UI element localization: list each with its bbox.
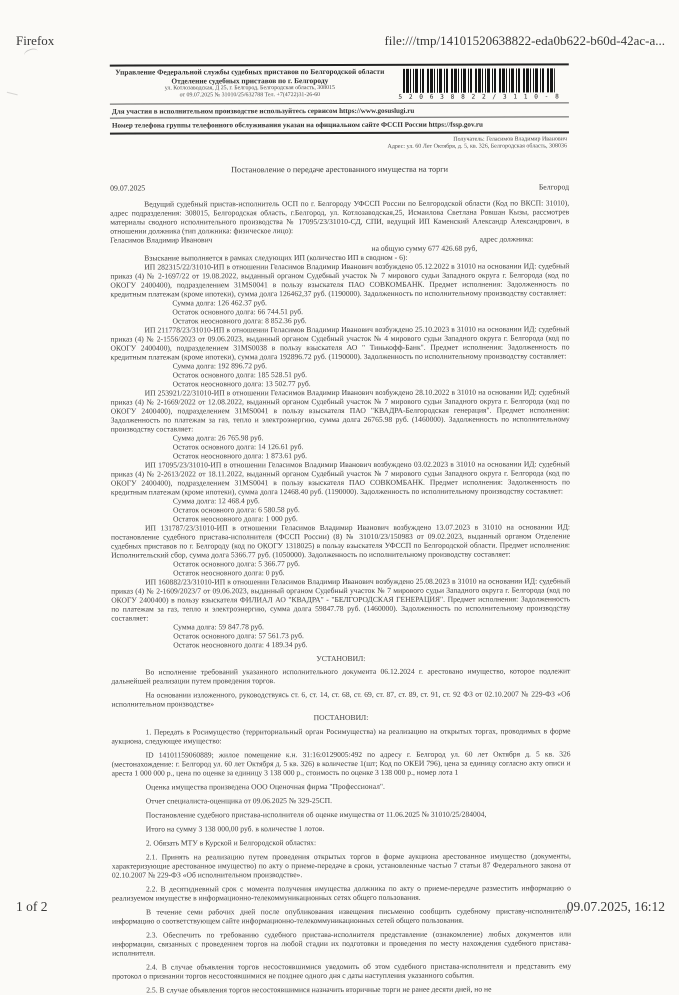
doc-paragraph: на общую сумму 677 426.68 руб, (371, 244, 478, 254)
page-indicator: 1 of 2 (16, 899, 48, 914)
doc-paragraph: ИП 211778/23/31010-ИП в отношении Геласимов Владимир Иванович возбуждено 25.10.2023 в 31010 на основании ИД: судебный приказ (4) № 2-1556/2023 от 09.06.2023, выданный органом Судебный участок № 4 мирового судьи Западного округа г. Белгорода (код по ОКОГУ 2400400), подразделением 31MS0038 в пользу взыскателя АО " Тинькофф-Банк". Предмет исполнения: Задолженность по кредитным платежам (кроме ипотеки), сумма долга 192896.72 руб. (1190000). Задолженность по исполнительному производству составляет: (110, 324, 570, 363)
doc-paragraph: Сумма долга: 12 468.4 руб. (172, 496, 260, 506)
debtor-name: Геласимов Владимир Иванович (110, 235, 213, 246)
org-name-line1: Управление Федеральной службы судебных приставов по Белгородской области (115, 66, 385, 77)
doc-paragraph: Остаток неосновного долга: 1 873.61 руб. (172, 451, 308, 461)
doc-title: Постановление о передаче арестованного имущества на торги (231, 165, 448, 175)
doc-paragraph: В течение семи рабочих дней после опубликования извещения письменно сообщить судебному приставу-исполнителю информацию о соответствующем сайте информационно-телекоммуникационных сетей общего пользования. (112, 906, 572, 927)
letterhead-org-block (110, 68, 390, 102)
doc-paragraph: Остаток основного долга: 5 366.77 руб. (173, 559, 300, 569)
barcode-block (390, 67, 569, 100)
doc-ref-number: от 09.07.2025 № 31010/25/632788 Тел. +7(4722)31-26-60 (179, 92, 321, 99)
doc-paragraph: Отчет специалиста-оценщика от 09.06.2025 № 329-25СП. (145, 796, 332, 806)
doc-paragraph: Остаток основного долга: 14 126.61 руб. (172, 442, 304, 452)
recipient-block (110, 136, 569, 152)
recipient-name: Получатель: Геласимов Владимир Иванович (453, 136, 567, 143)
org-address: ул. Котлозаводская, Д 25, г. Белгород, Белгородская область, 308015 (164, 85, 335, 92)
print-header-url: file:///tmp/14101520638822-eda0b622-b60d-42ac-a... (384, 33, 665, 48)
doc-city: Белгород (538, 182, 570, 192)
phone-note: Номер телефона группы телефонного обслуживания указан на официальном сайте ФССП России https://fssp.gov.ru (110, 117, 569, 133)
doc-paragraph: Сумма долга: 126 462.37 руб. (172, 298, 267, 308)
doc-paragraph: На основании изложенного, руководствуясь ст. 6, ст. 14, ст. 68, ст. 69, ст. 87, ст. 89, ст. 91, ст. 92 ФЗ от 02.10.2007 № 229-ФЗ «Об исполнительном производстве» (111, 689, 571, 710)
doc-paragraph: ИП 282315/22/31010-ИП в отношении Геласимов Владимир Иванович возбуждено 05.12.2022 в 31010 на основании ИД: судебный приказ (4) № 2-1697/22 от 19.08.2022, выданный органом Судебный участок № 7 мирового судьи Западного округа г. Белгорода (код по ОКОГУ 2400400), подразделением 31MS0041 в пользу взыскателя ПАО СОВКОМБАНК. Предмет исполнения: Задолженность по кредитным платежам (кроме ипотеки), сумма долга 126462,37 руб. (1190000). Задолженность по исполнительному производству составляет: (110, 261, 570, 300)
doc-paragraph: 2.3. Обеспечить по требованию судебного пристава-исполнителя представление (ознакомление) любых документов или информации, связанных с проведением торгов на любой стадии их подготовки и проведения по месту нахождения судебного пристава-исполнителя. (112, 929, 572, 959)
doc-paragraph: Итого на сумму 3 138 000,00 руб. в количестве 1 лотов. (145, 824, 325, 834)
doc-paragraph: Во исполнение требований указанного исполнительного документа 06.12.2024 г. арестовано имущество, которое подлежит дальнейшей реализации путем проведения торгов. (111, 666, 571, 687)
doc-paragraph: Сумма долга: 59 847.78 руб. (173, 622, 264, 632)
document-body (110, 199, 571, 995)
doc-paragraph: 2. Обязать МТУ в Курской и Белгородской областях: (145, 838, 317, 848)
print-footer (16, 899, 665, 915)
doc-paragraph: 1. Передать в Росимущество (территориальный орган Росимущества) на реализацию на открытых торгах, проводимых в форме аукциона, следующее имущество: (111, 726, 571, 747)
doc-paragraph: Постановление судебного пристава-исполнителя об оценке имущества от 11.06.2025 № 31010/25/284004, (145, 810, 487, 820)
doc-paragraph: Остаток неосновного долга: 4 189.34 руб. (173, 640, 308, 650)
doc-paragraph: 2.1. Принять на реализацию путем проведения открытых торгов в форме аукциона арестованное имущество (документы, характеризующие арестованное имущество) по акту о приеме-передаче в сроки, установленные частью 7 статьи 87 Федерального закона от 02.10.2007 № 229-ФЗ «Об исполнительном производстве». (111, 851, 571, 881)
org-name-line2: Отделение судебных приставов по г. Белгороду (171, 75, 329, 86)
gosuslugi-note: Для участия в исполнительном производстве используйтесь сервисом https://www.gosuslugi.ru (110, 102, 569, 118)
doc-paragraph: Остаток основного долга: 66 744.51 руб. (172, 307, 304, 317)
doc-date: 09.07.2025 (110, 183, 146, 194)
doc-heading: ПОСТАНОВИЛ: (313, 713, 369, 723)
document (110, 63, 571, 995)
doc-paragraph: ИП 160882/23/31010-ИП в отношении Геласимов Владимир Иванович возбуждено 25.08.2023 в 31010 на основании ИД: судебный приказ (4) № 2-1609/2023/7 от 09.06.2023, выданный органом Судебный участок № 7 мирового судьи Западного округа г. Белгорода (код по ОКОГУ 2400400) в пользу взыскателя ФИЛИАЛ АО "КВАДРА" - "БЕЛГОРОДСКАЯ ГЕНЕРАЦИЯ". Предмет исполнения: Задолженность по платежам за газ, тепло и электроэнергию, сумма долга 59847.78 руб. (1460000). Задолженность по исполнительному производству составляет: (111, 576, 571, 624)
barcode-digits: 5 2 0 6 3 8 8 2 2 / 3 1 1 0 - 8 (398, 93, 561, 101)
doc-paragraph: 2.2. В десятидневный срок с момента получения имущества должника по акту о приеме-передаче разместить информацию о реализуемом имуществе в информационно-телекоммуникационных сетях общего пользования. (111, 883, 571, 904)
doc-paragraph: ИП 131787/23/31010-ИП в отношении Геласимов Владимир Иванович возбуждено 13.07.2023 в 31010 на основании ИД: постановление судебного пристава-исполнителя (ФССП России) (8) № 31010/23/150983 от 09.02.2023, выданный органом Отделение судебных приставов по г. Белгороду (код по ОКОГУ 1318025) в пользу взыскателя УФССП по Белгородской области. Предмет исполнения: Исполнительский сбор, сумма долга 5366.77 руб. (1050000). Задолженность по исполнительному производству составляет: (111, 522, 571, 561)
doc-paragraph: Остаток основного долга: 185 528.51 руб. (172, 370, 308, 380)
doc-paragraph: 2.4. В случае объявления торгов несостоявшимися уведомить об этом судебного пристава-исполнителя и представить ему протокол о признании торгов несостоявшимися не позднее одного дня с даты наступления указанного события. (112, 961, 572, 982)
recipient-address: Адрес: ул. 60 Лет Октября, д. 5, кв. 326, Белгородская область, 308036 (387, 143, 568, 150)
doc-paragraph: Сумма долга: 192 896.72 руб. (172, 361, 268, 371)
print-timestamp: 09.07.2025, 16:12 (566, 899, 665, 914)
doc-paragraph: Остаток неосновного долга: 0 руб. (173, 568, 285, 578)
doc-paragraph: Оценка имущества произведена ООО Оценочная фирма "Профессионал". (145, 782, 385, 792)
doc-paragraph: Остаток основного долга: 57 561.73 руб. (173, 631, 304, 641)
date-city-row (110, 183, 569, 193)
doc-paragraph: Ведущий судебный пристав-исполнитель ОСП по г. Белгороду УФССП России по Белгородской области (Код по ВКСП: 31010), адрес подразделения: 308015, Белгородская область, г.Белгород, ул. Котлозаводская,25, Исмаилова Светлана Ровшан Кызы, рассмотрев материалы сводного исполнительного производства № 17095/23/31010-СД, СПИ, ведущий ИП Каменский Александр Александрович, в отношении должника (тип должника: физическое лицо): (110, 198, 570, 237)
letterhead (110, 63, 569, 134)
doc-paragraph: 2.5. В случае объявления торгов несостоявшимися назначить вторичные торги не ранее десяти дней, но не (146, 985, 492, 995)
doc-paragraph: Остаток неосновного долга: 1 000 руб. (172, 514, 298, 524)
scan-artifact (5, 92, 17, 101)
print-header (16, 33, 665, 49)
doc-paragraph: Взыскание выполняется в рамках следующих ИП (количество ИП в сводном - 6): (144, 253, 408, 263)
debtor-address-label: адрес должника: (479, 234, 534, 245)
doc-paragraph: ID 14101159060889; жилое помещение к.н. 31:16:0129005:492 по адресу г. Белгород ул. 60 лет Октября д. 5 кв. 326 (местонахождение: г. Белгород ул. 60 лет Октября д. 5 кв. 326) в количестве 1(шт; Код по ОКЕИ 796), цена за единицу согласно акту описи и ареста 1 000 000 р., цена по оценке за единицу 3 138 000 р., стоимость по оценке 3 138 000 р., номер лота 1 (111, 749, 571, 779)
doc-paragraph: ИП 253921/22/31010-ИП в отношении Геласимов Владимир Иванович возбуждено 28.10.2022 в 31010 на основании ИД: судебный приказ (4) № 2-1669/2022 от 12.08.2022, выданный органом Судебный участок № 7 мирового судьи Западного округа г. Белгорода (код по ОКОГУ 2400400), подразделением 31MS0041 в пользу взыскателя ПАО "КВАДРА-Белгородская генерация". Предмет исполнения: Задолженность по платежам за газ, тепло и электроэнергию, сумма долга 26765.98 руб. (1460000). Задолженность по исполнительному производству составляет: (110, 387, 570, 435)
doc-heading: УСТАНОВИЛ: (316, 654, 366, 664)
print-header-app-name: Firefox (16, 33, 55, 48)
doc-paragraph: Остаток неосновного долга: 8 852.36 руб. (172, 316, 307, 326)
doc-paragraph: Сумма долга: 26 765.98 руб. (172, 433, 264, 443)
doc-paragraph: Остаток неосновного долга: 13 502.77 руб. (172, 379, 311, 389)
doc-paragraph: ИП 17095/23/31010-ИП в отношении Геласимов Владимир Иванович возбуждено 03.02.2023 в 31010 на основании ИД: судебный приказ (4) № 2-2613/2022 от 18.11.2022, выданный органом Судебный участок № 7 мирового судьи Западного округа г. Белгорода (код по ОКОГУ 2400400), подразделением 31MS0041 в пользу взыскателя ПАО СОВКОМБАНК. Предмет исполнения: Задолженность по кредитным платежам (кроме ипотеки), сумма долга 12468.40 руб. (1190000). Задолженность по исполнительному производству составляет: (110, 459, 570, 498)
barcode-image (403, 68, 555, 92)
doc-paragraph: Остаток основного долга: 6 580.58 руб. (172, 505, 300, 515)
